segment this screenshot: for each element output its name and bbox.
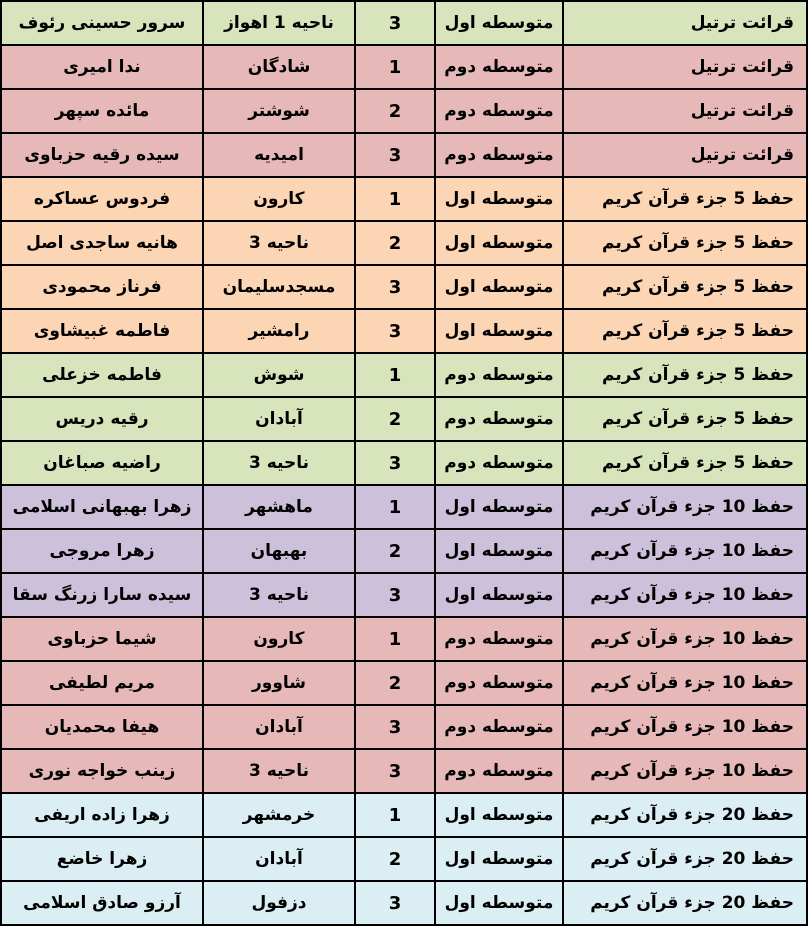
category-cell: قرائت ترتیل (563, 45, 807, 89)
level-cell: متوسطه دوم (435, 397, 563, 441)
category-cell: حفظ 5 جزء قرآن کریم (563, 397, 807, 441)
table-row (1, 661, 807, 705)
name-cell: ندا امیری (1, 45, 203, 89)
region-cell: ناحیه 1 اهواز (203, 1, 355, 45)
level-cell: متوسطه اول (435, 881, 563, 925)
category-cell: حفظ 5 جزء قرآن کریم (563, 177, 807, 221)
rank-cell: 3 (355, 265, 435, 309)
table-row (1, 45, 807, 89)
level-cell: متوسطه اول (435, 309, 563, 353)
rank-cell: 1 (355, 485, 435, 529)
table-row (1, 265, 807, 309)
region-cell: رامشیر (203, 309, 355, 353)
rank-cell: 3 (355, 881, 435, 925)
level-cell: متوسطه دوم (435, 441, 563, 485)
name-cell: زهرا بهبهانی اسلامی (1, 485, 203, 529)
table-row (1, 397, 807, 441)
name-cell: فرناز محمودی (1, 265, 203, 309)
level-cell: متوسطه دوم (435, 705, 563, 749)
name-cell: سرور حسینی رئوف (1, 1, 203, 45)
rank-cell: 1 (355, 353, 435, 397)
table-row (1, 133, 807, 177)
table-row (1, 89, 807, 133)
category-cell: حفظ 5 جزء قرآن کریم (563, 353, 807, 397)
table-row (1, 1, 807, 45)
region-cell: کارون (203, 617, 355, 661)
level-cell: متوسطه اول (435, 573, 563, 617)
level-cell: متوسطه اول (435, 529, 563, 573)
name-cell: شیما حزباوی (1, 617, 203, 661)
category-cell: حفظ 10 جزء قرآن کریم (563, 529, 807, 573)
rank-cell: 1 (355, 45, 435, 89)
table-row (1, 793, 807, 837)
level-cell: متوسطه دوم (435, 45, 563, 89)
name-cell: سیده سارا زرنگ سقا (1, 573, 203, 617)
category-cell: حفظ 10 جزء قرآن کریم (563, 661, 807, 705)
category-cell: حفظ 5 جزء قرآن کریم (563, 441, 807, 485)
level-cell: متوسطه اول (435, 1, 563, 45)
rank-cell: 2 (355, 89, 435, 133)
category-cell: حفظ 20 جزء قرآن کریم (563, 837, 807, 881)
category-cell: حفظ 10 جزء قرآن کریم (563, 705, 807, 749)
name-cell: زهرا زاده اریفی (1, 793, 203, 837)
rank-cell: 3 (355, 133, 435, 177)
rank-cell: 2 (355, 397, 435, 441)
region-cell: آبادان (203, 397, 355, 441)
rank-cell: 1 (355, 617, 435, 661)
level-cell: متوسطه اول (435, 177, 563, 221)
table-row (1, 221, 807, 265)
category-cell: حفظ 10 جزء قرآن کریم (563, 749, 807, 793)
table-row (1, 441, 807, 485)
region-cell: مسجدسلیمان (203, 265, 355, 309)
region-cell: آبادان (203, 837, 355, 881)
table-row (1, 529, 807, 573)
name-cell: هانیه ساجدی اصل (1, 221, 203, 265)
region-cell: ناحیه 3 (203, 573, 355, 617)
table-row (1, 353, 807, 397)
results-table-body (1, 1, 807, 925)
table-row (1, 485, 807, 529)
level-cell: متوسطه اول (435, 837, 563, 881)
category-cell: قرائت ترتیل (563, 1, 807, 45)
table-row (1, 177, 807, 221)
name-cell: راضیه صباغان (1, 441, 203, 485)
region-cell: شوشتر (203, 89, 355, 133)
category-cell: حفظ 10 جزء قرآن کریم (563, 617, 807, 661)
name-cell: فاطمه خزعلی (1, 353, 203, 397)
rank-cell: 3 (355, 705, 435, 749)
name-cell: رقیه دریس (1, 397, 203, 441)
table-row (1, 617, 807, 661)
level-cell: متوسطه اول (435, 221, 563, 265)
region-cell: ناحیه 3 (203, 749, 355, 793)
level-cell: متوسطه دوم (435, 749, 563, 793)
table-row (1, 573, 807, 617)
region-cell: امیدیه (203, 133, 355, 177)
region-cell: شادگان (203, 45, 355, 89)
category-cell: حفظ 5 جزء قرآن کریم (563, 309, 807, 353)
rank-cell: 2 (355, 221, 435, 265)
category-cell: حفظ 10 جزء قرآن کریم (563, 485, 807, 529)
category-cell: حفظ 5 جزء قرآن کریم (563, 265, 807, 309)
table-row (1, 705, 807, 749)
region-cell: بهبهان (203, 529, 355, 573)
name-cell: مریم لطیفی (1, 661, 203, 705)
name-cell: آرزو صادق اسلامی (1, 881, 203, 925)
region-cell: ناحیه 3 (203, 221, 355, 265)
level-cell: متوسطه دوم (435, 89, 563, 133)
rank-cell: 3 (355, 1, 435, 45)
category-cell: حفظ 20 جزء قرآن کریم (563, 881, 807, 925)
region-cell: دزفول (203, 881, 355, 925)
region-cell: آبادان (203, 705, 355, 749)
name-cell: مائده سپهر (1, 89, 203, 133)
rank-cell: 3 (355, 309, 435, 353)
table-row (1, 749, 807, 793)
name-cell: فاطمه غبیشاوی (1, 309, 203, 353)
rank-cell: 2 (355, 661, 435, 705)
level-cell: متوسطه دوم (435, 617, 563, 661)
level-cell: متوسطه دوم (435, 661, 563, 705)
category-cell: حفظ 20 جزء قرآن کریم (563, 793, 807, 837)
region-cell: ناحیه 3 (203, 441, 355, 485)
region-cell: ماهشهر (203, 485, 355, 529)
rank-cell: 3 (355, 573, 435, 617)
region-cell: کارون (203, 177, 355, 221)
table-row (1, 309, 807, 353)
name-cell: زهرا خاضع (1, 837, 203, 881)
rank-cell: 3 (355, 749, 435, 793)
category-cell: قرائت ترتیل (563, 89, 807, 133)
level-cell: متوسطه اول (435, 485, 563, 529)
table-row (1, 881, 807, 925)
rank-cell: 1 (355, 793, 435, 837)
table-row (1, 837, 807, 881)
rank-cell: 2 (355, 837, 435, 881)
category-cell: قرائت ترتیل (563, 133, 807, 177)
region-cell: خرمشهر (203, 793, 355, 837)
category-cell: حفظ 10 جزء قرآن کریم (563, 573, 807, 617)
level-cell: متوسطه اول (435, 793, 563, 837)
rank-cell: 2 (355, 529, 435, 573)
rank-cell: 1 (355, 177, 435, 221)
name-cell: فردوس عساکره (1, 177, 203, 221)
region-cell: شاوور (203, 661, 355, 705)
name-cell: هیفا محمدیان (1, 705, 203, 749)
name-cell: زینب خواجه نوری (1, 749, 203, 793)
category-cell: حفظ 5 جزء قرآن کریم (563, 221, 807, 265)
level-cell: متوسطه دوم (435, 133, 563, 177)
level-cell: متوسطه اول (435, 265, 563, 309)
region-cell: شوش (203, 353, 355, 397)
rank-cell: 3 (355, 441, 435, 485)
name-cell: سیده رقیه حزباوی (1, 133, 203, 177)
name-cell: زهرا مروجی (1, 529, 203, 573)
level-cell: متوسطه دوم (435, 353, 563, 397)
